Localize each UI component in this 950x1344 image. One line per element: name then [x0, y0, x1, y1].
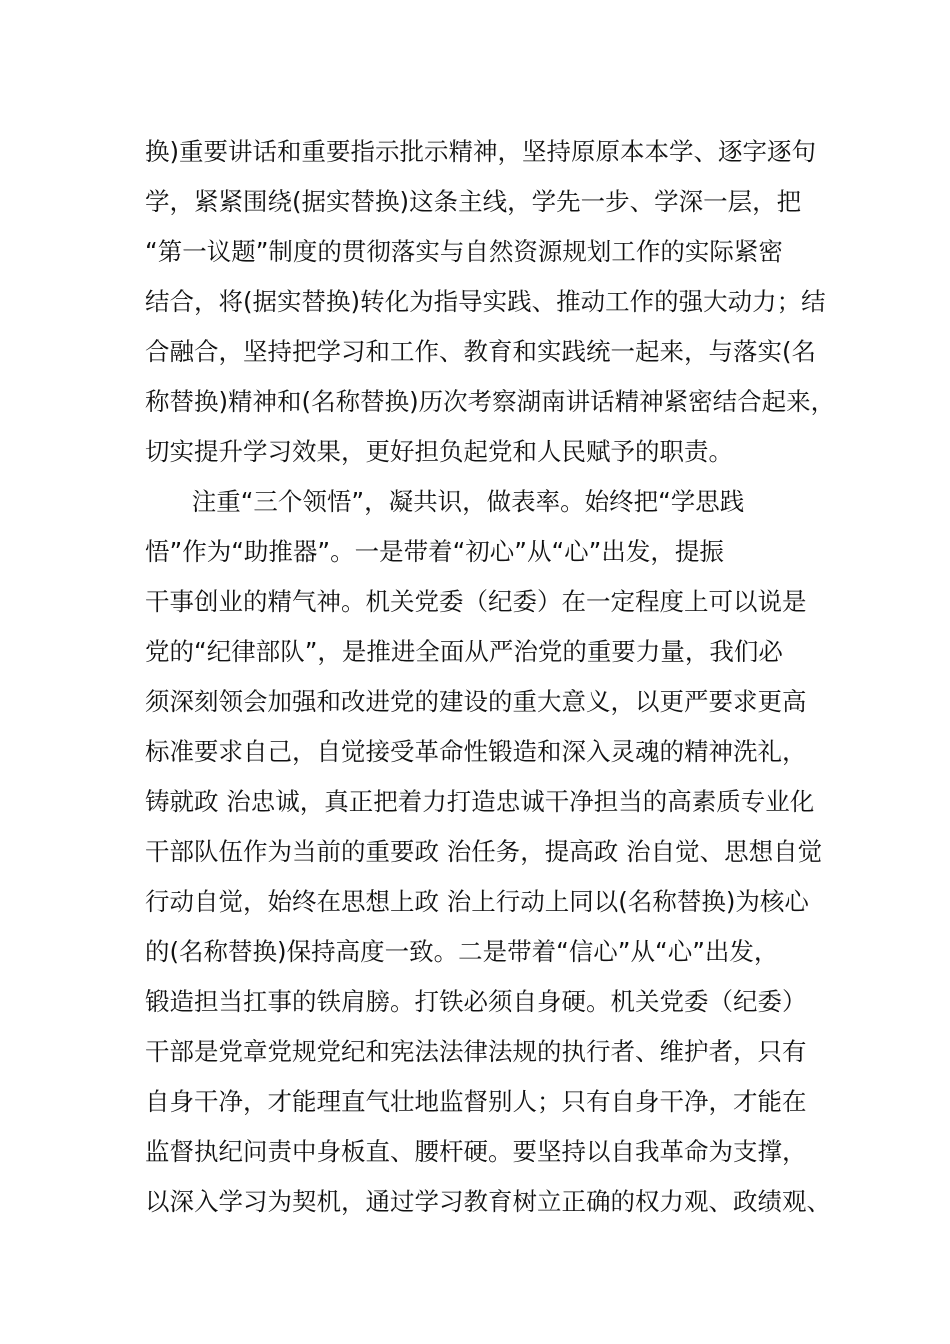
body-text-line: 合融合，坚持把学习和工作、教育和实践统一起来，与落实(名	[145, 337, 817, 366]
body-text-line: 称替换)精神和(名称替换)历次考察湖南讲话精神紧密结合起来，	[145, 387, 836, 416]
body-text-line: 铸就政 治忠诚，真正把着力打造忠诚干净担当的高素质专业化	[145, 787, 815, 816]
body-text-line: 须深刻领会加强和改进党的建设的重大意义，以更严要求更高	[145, 687, 807, 716]
body-text-line: 以深入学习为契机，通过学习教育树立正确的权力观、政绩观、	[145, 1187, 831, 1216]
body-text-line: 锻造担当扛事的铁肩膀。打铁必须自身硬。机关党委（纪委）	[145, 987, 807, 1016]
body-text-line: 换)重要讲话和重要指示批示精神，坚持原原本本学、逐字逐句	[145, 137, 817, 166]
body-text-line: 自身干净，才能理直气壮地监督别人；只有自身干净，才能在	[145, 1087, 807, 1116]
body-text-line: 的(名称替换)保持高度一致。二是带着“信心”从“心”出发，	[145, 937, 779, 966]
body-text-line: 悟”作为“助推器”。一是带着“初心”从“心”出发，提振	[145, 537, 724, 566]
body-text-line: 干部队伍作为当前的重要政 治任务，提高政 治自觉、思想自觉	[145, 837, 823, 866]
body-text-line: 结合，将(据实替换)转化为指导实践、推动工作的强大动力；结	[145, 287, 826, 316]
body-text-line: 党的“纪律部队”，是推进全面从严治党的重要力量，我们必	[145, 637, 783, 666]
body-text-line: 行动自觉，始终在思想上政 治上行动上同以(名称替换)为核心	[145, 887, 809, 916]
body-text-line: 学，紧紧围绕(据实替换)这条主线，学先一步、学深一层，把	[145, 187, 802, 216]
body-text-line: 监督执纪问责中身板直、腰杆硬。要坚持以自我革命为支撑，	[145, 1137, 807, 1166]
paragraph-start-line: 注重“三个领悟”，凝共识，做表率。始终把“学思践	[145, 487, 745, 516]
body-text-line: 切实提升学习效果，更好担负起党和人民赋予的职责。	[145, 437, 733, 466]
body-text-line: 标准要求自己，自觉接受革命性锻造和深入灵魂的精神洗礼，	[145, 737, 807, 766]
body-text-line: 干部是党章党规党纪和宪法法律法规的执行者、维护者，只有	[145, 1037, 807, 1066]
body-text-line: “第一议题”制度的贯彻落实与自然资源规划工作的实际紧密	[145, 237, 783, 266]
body-text-line: 干事创业的精气神。机关党委（纪委）在一定程度上可以说是	[145, 587, 807, 616]
